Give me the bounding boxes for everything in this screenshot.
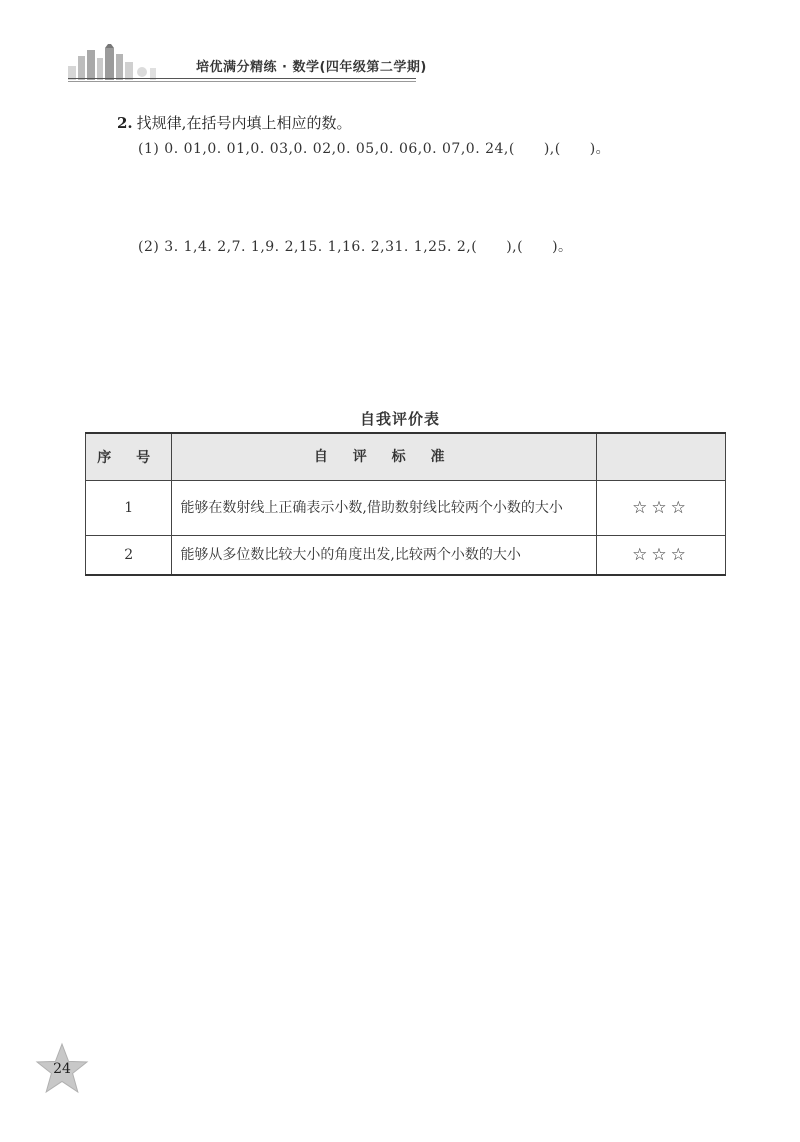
page-number: 24 bbox=[53, 1061, 71, 1077]
header-index: 序 号 bbox=[86, 433, 172, 481]
question-instruction: 找规律,在括号内填上相应的数。 bbox=[136, 114, 352, 132]
header-rule bbox=[68, 78, 416, 79]
header-criterion: 自 评 标 准 bbox=[172, 433, 596, 481]
header-rating bbox=[596, 433, 725, 481]
question-item-2: (2) 3. 1,4. 2,7. 1,9. 2,15. 1,16. 2,31. 1,25. 2,( ),( )。 bbox=[138, 239, 573, 255]
table-row bbox=[86, 536, 726, 576]
question-title bbox=[117, 112, 351, 133]
header-rule-thin bbox=[68, 81, 416, 82]
row-criterion: 能够在数射线上正确表示小数,借助数射线比较两个小数的大小 bbox=[172, 481, 596, 536]
table-header-row bbox=[86, 433, 726, 481]
row-criterion: 能够从多位数比较大小的角度出发,比较两个小数的大小 bbox=[172, 536, 596, 576]
row-index: 2 bbox=[86, 536, 172, 576]
self-evaluation-table bbox=[85, 432, 726, 576]
page-number-badge bbox=[34, 1042, 90, 1096]
table-title: 自我评价表 bbox=[359, 410, 440, 428]
question-item-1: (1) 0. 01,0. 01,0. 03,0. 02,0. 05,0. 06,0. 07,0. 24,( ),( )。 bbox=[138, 141, 611, 157]
row-index: 1 bbox=[86, 481, 172, 536]
star-rating[interactable]: ☆☆☆ bbox=[596, 481, 725, 536]
star-rating[interactable]: ☆☆☆ bbox=[596, 536, 725, 576]
header-title: 培优满分精练 · 数学(四年级第二学期) bbox=[196, 60, 427, 75]
page-header bbox=[60, 44, 427, 84]
question-number: 2. bbox=[117, 114, 133, 132]
table-row bbox=[86, 481, 726, 536]
